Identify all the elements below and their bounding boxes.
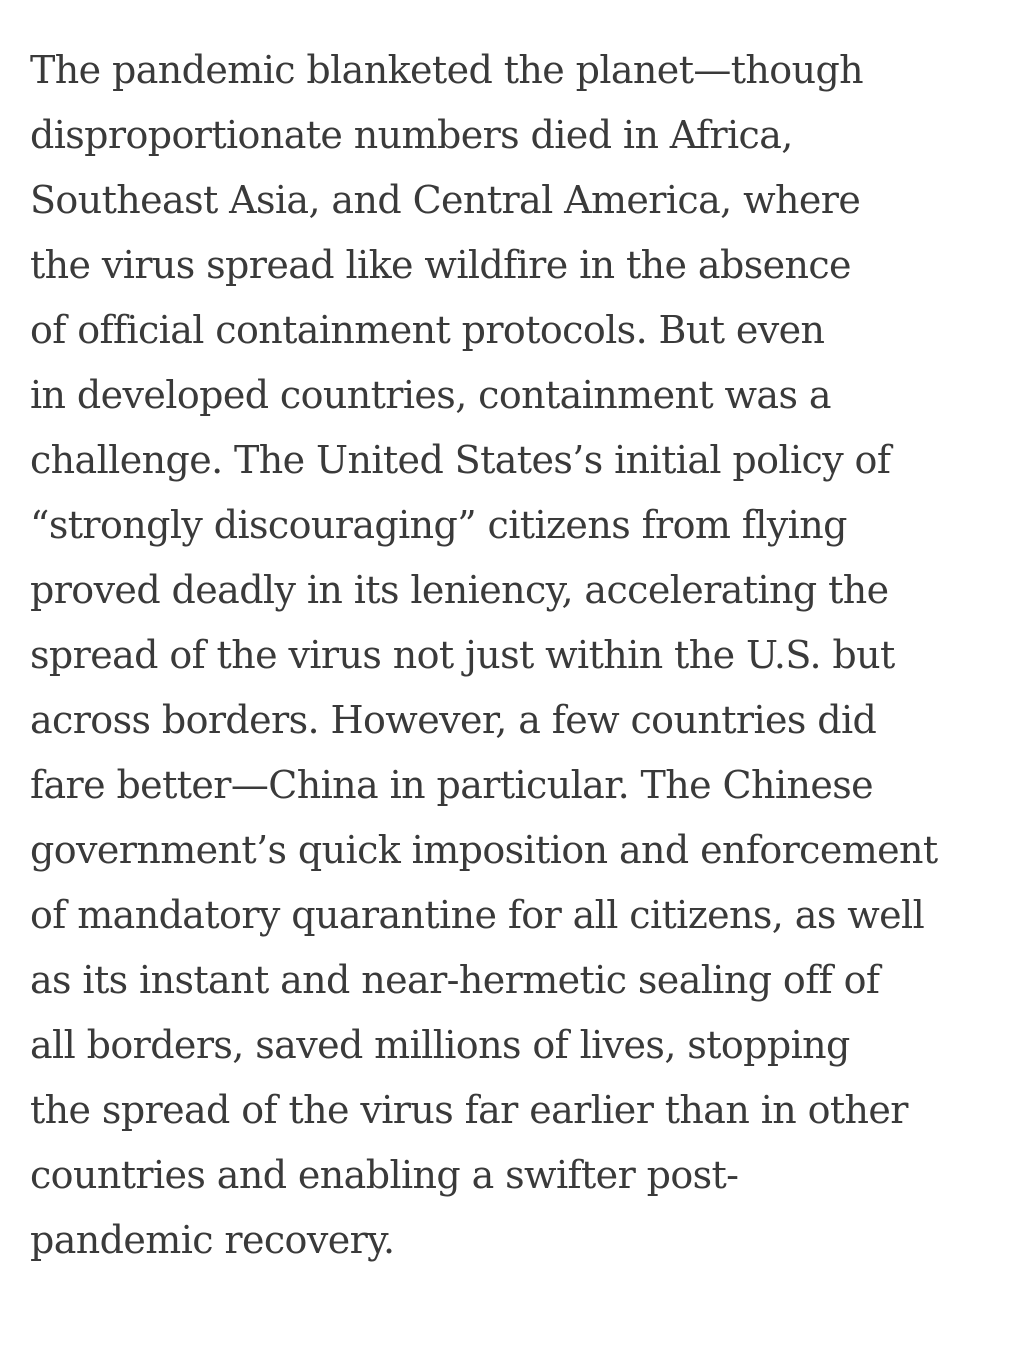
- paragraph-line: government’s quick imposition and enforcement: [30, 828, 938, 872]
- paragraph-line: the spread of the virus far earlier than in other: [30, 1088, 908, 1132]
- paragraph-line: countries and enabling a swifter post-: [30, 1153, 739, 1197]
- paragraph-line: Southeast Asia, and Central America, where: [30, 178, 861, 222]
- paragraph-line: across borders. However, a few countries did: [30, 698, 877, 742]
- paragraph-line: in developed countries, containment was a: [30, 373, 831, 417]
- paragraph-line: The pandemic blanketed the planet—though: [30, 48, 864, 92]
- paragraph-line: of official containment protocols. But even: [30, 308, 825, 352]
- paragraph-line: of mandatory quarantine for all citizens, as well: [30, 893, 925, 937]
- paragraph-line: the virus spread like wildfire in the absence: [30, 243, 851, 287]
- paragraph-line: pandemic recovery.: [30, 1218, 395, 1262]
- paragraph-line: challenge. The United States’s initial policy of: [30, 438, 891, 482]
- paragraph-line: spread of the virus not just within the U.S. but: [30, 633, 895, 677]
- paragraph-line: as its instant and near-hermetic sealing off of: [30, 958, 880, 1002]
- paragraph-line: proved deadly in its leniency, accelerating the: [30, 568, 889, 612]
- paragraph-line: “strongly discouraging” citizens from flying: [30, 503, 847, 547]
- article-body: [30, 38, 990, 1273]
- paragraph-line: disproportionate numbers died in Africa,: [30, 113, 793, 157]
- paragraph-line: fare better—China in particular. The Chinese: [30, 763, 873, 807]
- paragraph-line: all borders, saved millions of lives, stopping: [30, 1023, 850, 1067]
